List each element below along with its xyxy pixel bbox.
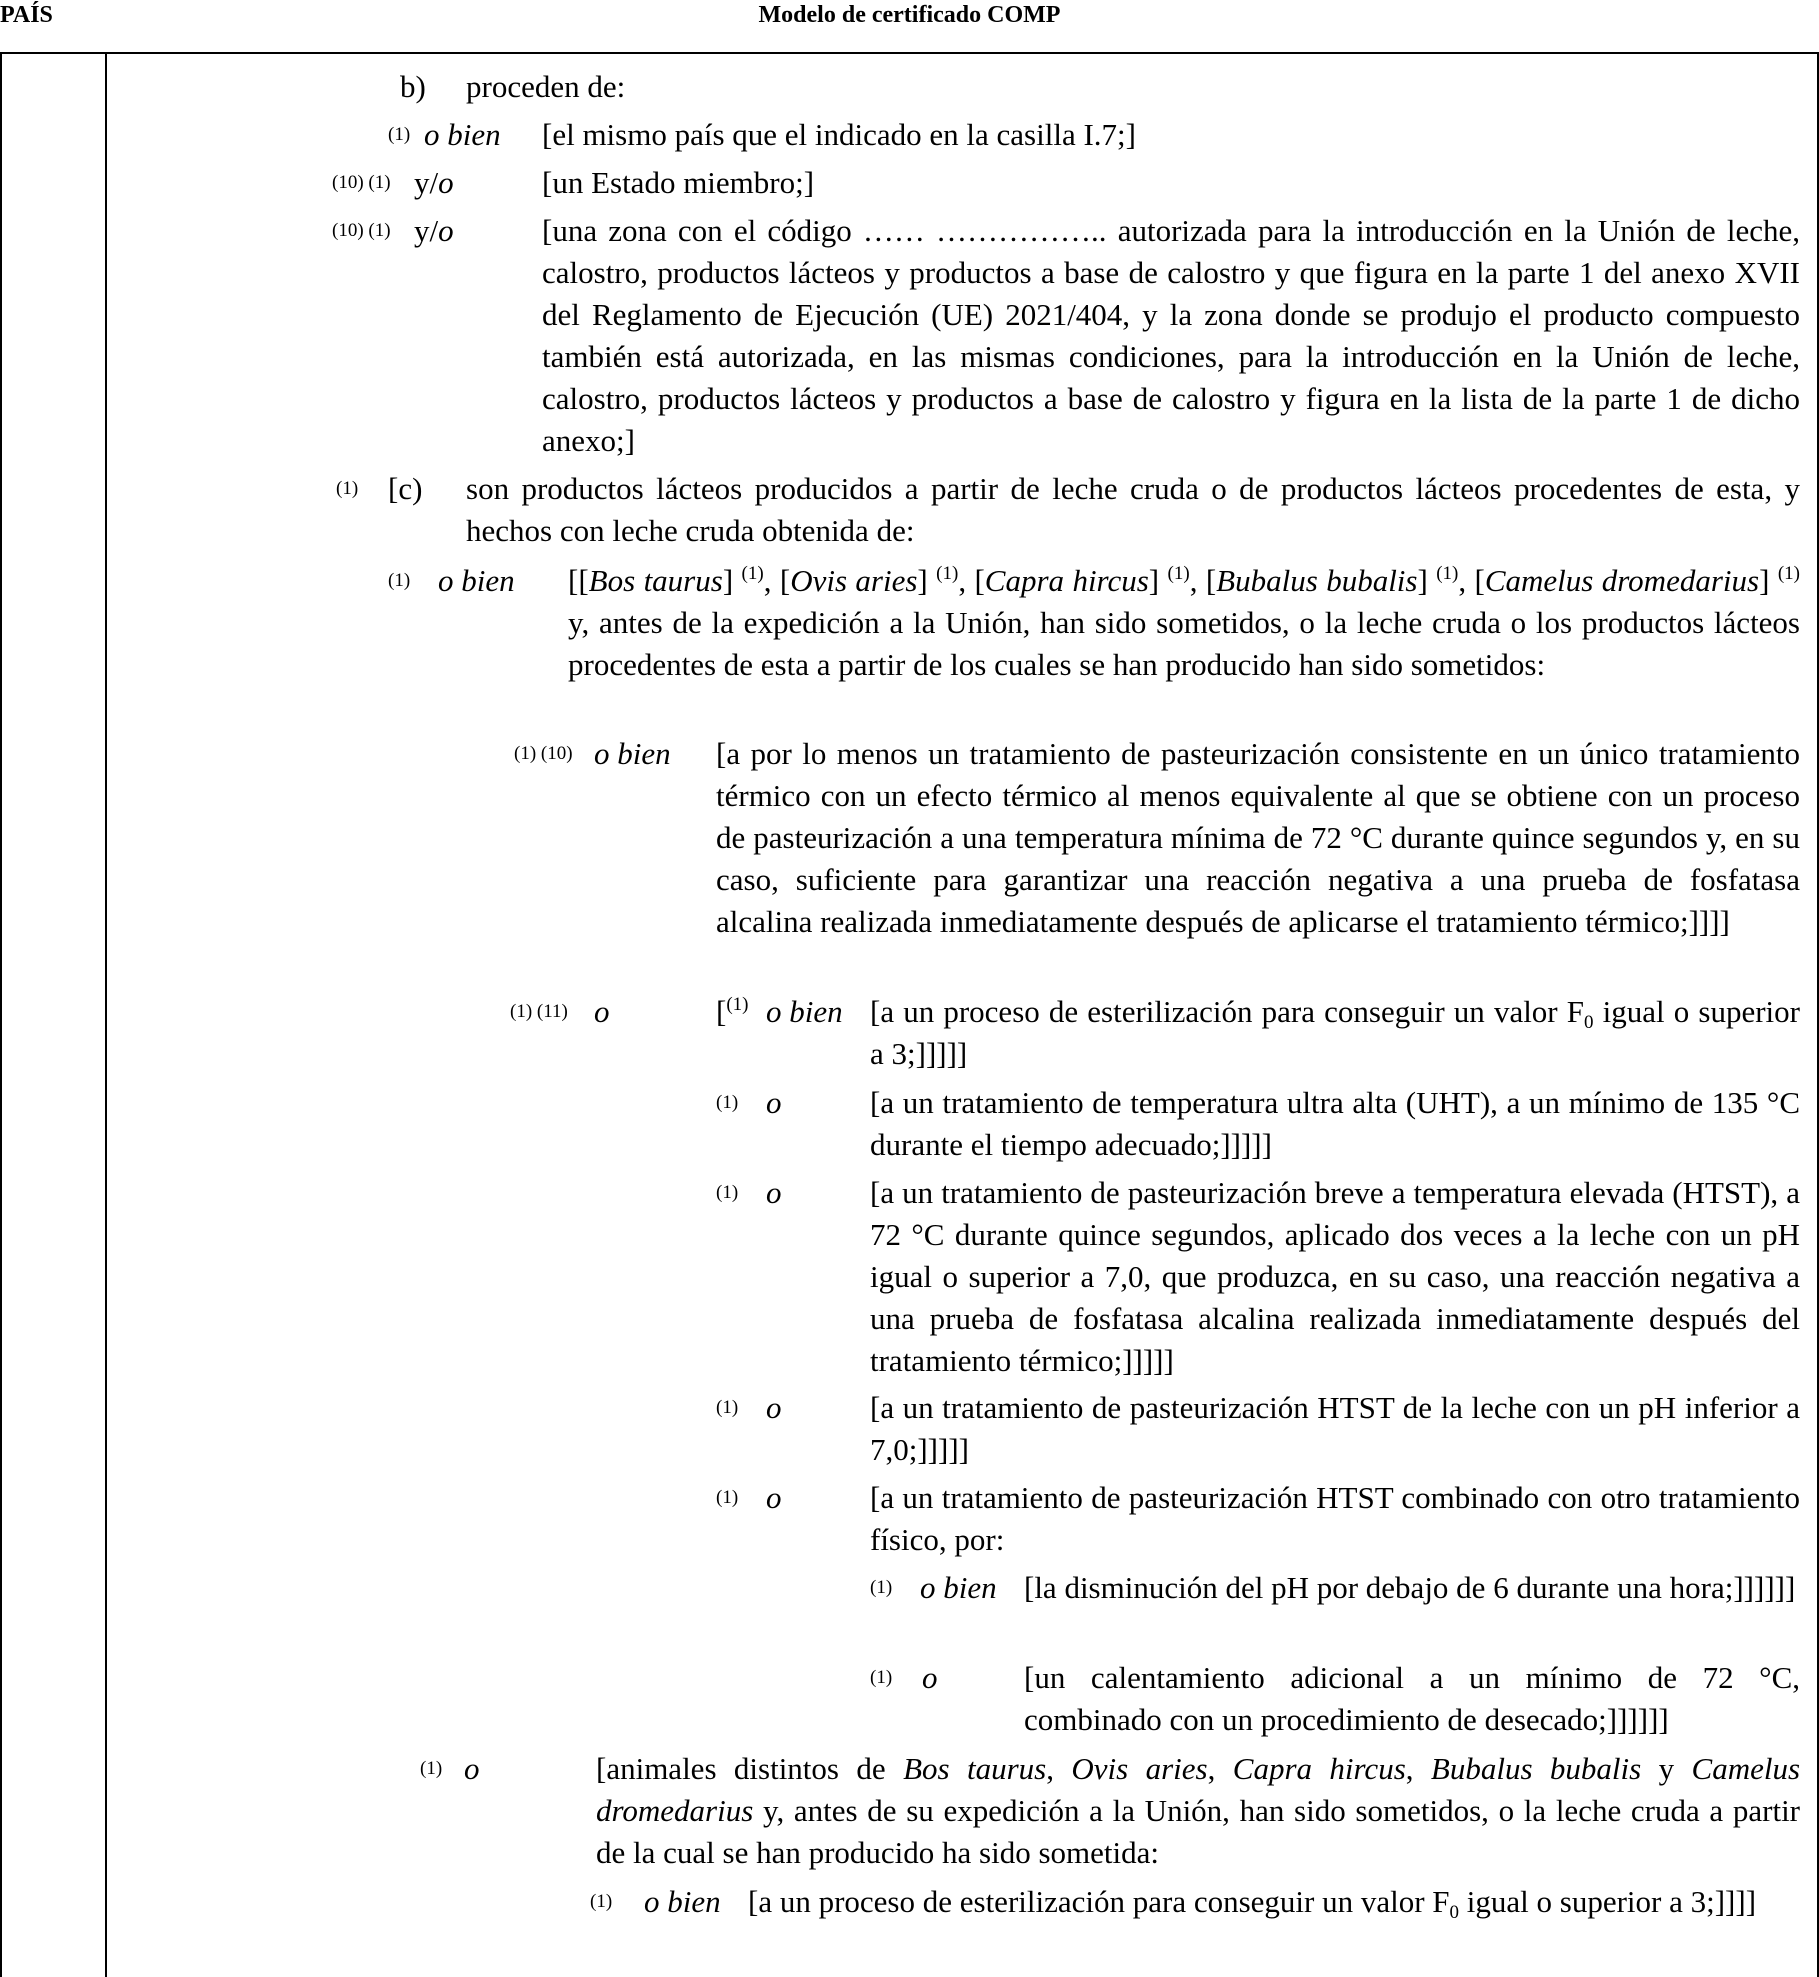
footnote-ref: (1) xyxy=(420,1758,443,1779)
option-keyword: o bien xyxy=(438,563,515,598)
item-c-label: [c) xyxy=(388,471,423,506)
footnote-ref: (1) xyxy=(590,1891,613,1912)
option-keyword: o bien xyxy=(766,994,843,1029)
footnote-ref: (1) xyxy=(336,478,359,499)
table-top-border xyxy=(0,52,1819,54)
footnote-ref: (1) xyxy=(870,1577,893,1598)
footnote-ref: (10) (1) xyxy=(332,220,391,241)
pasteurization-paragraph: [a por lo menos un tratamiento de pasteurización consistente en un único tratamiento térmico con un efecto térmico al menos equivalente al que se obtiene con un proceso de pasteurización a una temperatura mínima de 72 °C durante quince segundos y, en su caso, suficiente para garantizar una reacción negativa a una prueba de fosfatasa alcalina realizada inmediatamente después de aplicarse el tratamiento térmico;]]]] xyxy=(716,736,1800,939)
option-keyword-o: o xyxy=(438,165,454,200)
option-keyword: o xyxy=(766,1085,782,1120)
htst-paragraph: [a un tratamiento de pasteurización breve a temperatura elevada (HTST), a 72 °C durante quince segundos, aplicado dos veces a la leche con un pH igual o superior a 7,0, que produzca, en su caso, una reacción negativa a una prueba de fosfatasa alcalina realizada inmediatamente después del tratamiento térmico;]]]]] xyxy=(870,1175,1800,1378)
option-keyword: o bien xyxy=(594,736,671,771)
option-text: [un Estado miembro;] xyxy=(542,165,815,200)
option-keyword: o xyxy=(766,1175,782,1210)
item-b-label: b) xyxy=(400,69,426,104)
footnote-ref: (1) xyxy=(716,1487,739,1508)
ph-reduction-paragraph: [la disminución del pH por debajo de 6 durante una hora;]]]]]] xyxy=(1024,1570,1796,1605)
certificate-title: Modelo de certificado COMP xyxy=(758,2,1061,28)
species-paragraph: [[Bos taurus] $^{(1)}$, [Ovis aries] $^{(1)}$, [Capra hircus] $^{(1)}$, [Bubalus bubalis] $^{(1)}$, [Camelus dromedarius] $^{(1)}$ y, antes de la expedición a la Unión, han sido sometidos, o la leche cruda o los productos lácteos procedentes de esta a partir de los cuales se han producido han sido sometidos: xyxy=(568,563,1800,682)
footnote-ref: (1) xyxy=(870,1667,893,1688)
option-keyword: o xyxy=(766,1480,782,1515)
option-keyword: y/o xyxy=(414,213,454,248)
other-animals-paragraph: [animales distintos de Bos taurus, Ovis aries, Capra hircus, Bubalus bubalis y Camelus dromedarius y, antes de su expedición a la Unión, han sido sometidos, o la leche cruda a partir de la cual se han producido ha sido sometida: xyxy=(596,1751,1801,1870)
option-keyword: o xyxy=(766,1390,782,1425)
species-capra-hircus: Capra hircus xyxy=(984,563,1149,598)
sterilization-paragraph-2: [a un proceso de esterilización para conseguir un valor $F_0$ igual o superior a 3;]]]] xyxy=(748,1884,1757,1923)
option-text: [el mismo país que el indicado en la casilla I.7;] xyxy=(542,117,1136,152)
table-column-divider xyxy=(105,52,107,1977)
species-camelus-dromedarius: Camelus dromedarius xyxy=(1484,563,1760,598)
option-keyword: y/o xyxy=(414,165,454,200)
footnote-ref: (1) xyxy=(716,1182,739,1203)
item-c-text: son productos lácteos producidos a partir de leche cruda o de productos lácteos procedentes de esta, y hechos con leche cruda obtenida de: xyxy=(466,471,1800,548)
zone-code-paragraph: [una zona con el código …… …………….. autorizada para la introducción en la Unión de leche, calostro, productos lácteos y productos a base de calostro y que figura en la parte 1 del anexo XVII del Reglamento de Ejecución (UE) 2021/404, y la zona donde se produjo el producto compuesto también está autorizada, en las mismas condiciones, para la introducción en la Unión de leche, calostro, productos lácteos y productos a base de calostro y figura en la lista de la parte 1 de dicho anexo;] xyxy=(542,213,1800,458)
species-bubalus-bubalis: Bubalus bubalis xyxy=(1216,563,1418,598)
footnote-ref: (1) xyxy=(716,1397,739,1418)
option-keyword: o bien xyxy=(424,117,501,152)
table-left-border xyxy=(0,52,2,1977)
footnote-ref: (10) (1) xyxy=(332,172,391,193)
htst-combined-paragraph: [a un tratamiento de pasteurización HTST combinado con otro tratamiento físico, por: xyxy=(870,1480,1800,1557)
htst-low-ph-paragraph: [a un tratamiento de pasteurización HTST de la leche con un pH inferior a 7,0;]]]]] xyxy=(870,1390,1800,1467)
item-b-text: proceden de: xyxy=(466,69,626,104)
footnote-ref: (1) xyxy=(716,1092,739,1113)
option-keyword: o bien xyxy=(920,1570,997,1605)
option-keyword: o xyxy=(594,994,610,1029)
additional-heating-paragraph: [un calentamiento adicional a un mínimo de 72 °C, combinado con un procedimiento de desecado;]]]]]] xyxy=(1024,1660,1800,1737)
footnote-ref: (1) (10) xyxy=(514,743,573,764)
option-keyword: o xyxy=(464,1751,480,1786)
footnote-ref: (1) (11) xyxy=(510,1001,568,1022)
bracket-open: [$^{(1)}$ xyxy=(716,994,749,1029)
sterilization-paragraph: [a un proceso de esterilización para conseguir un valor $F_0$ igual o superior a 3;]]]]] xyxy=(870,994,1800,1071)
option-keyword: o xyxy=(922,1660,938,1695)
species-ovis-aries: Ovis aries xyxy=(790,563,918,598)
country-label: PAÍS xyxy=(0,2,53,28)
option-keyword: o bien xyxy=(644,1884,721,1919)
footnote-ref: (1) xyxy=(388,570,411,591)
option-keyword-o: o xyxy=(438,213,454,248)
species-bos-taurus: Bos taurus xyxy=(588,563,723,598)
uht-paragraph: [a un tratamiento de temperatura ultra alta (UHT), a un mínimo de 135 °C durante el tiempo adecuado;]]]]] xyxy=(870,1085,1800,1162)
footnote-ref: (1) xyxy=(388,124,411,145)
